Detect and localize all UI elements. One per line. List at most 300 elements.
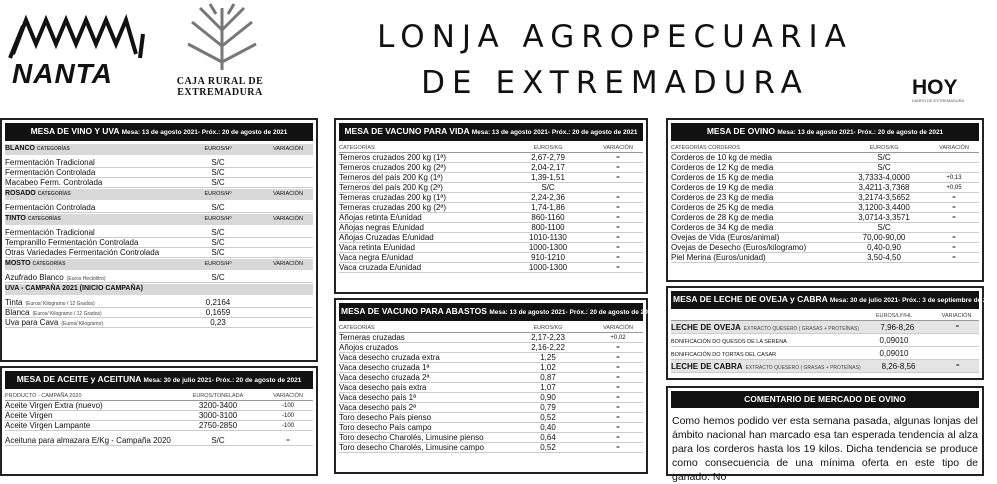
cattle-live-header [339,123,643,141]
table-row [671,173,979,183]
row-price: 0,79 [540,403,556,412]
row-name [339,223,503,232]
row-label: Vaca desecho cruzada extra [339,353,440,362]
table-row [339,193,643,203]
table-row [671,253,979,263]
table-row [339,333,643,343]
row-label: Uva para Cava [5,318,59,327]
row-name [671,203,839,212]
row-price: 1,39-1,51 [531,173,565,182]
row-name [339,163,503,172]
row-name [339,343,503,352]
row-price: 0,09010 [879,348,909,358]
row-variation: -100 [281,413,294,419]
oil-col-name: PRODUCTO - CAMPAÑA 2020 [5,393,82,399]
cattle-live-title: MESA DE VACUNO PARA VIDA [344,126,470,136]
row-price: 3000-3100 [198,411,238,420]
mosto-unit: EUROS/Hº [204,261,232,267]
row-label: Vaca desecho país 2ª [339,403,417,412]
table-row [339,343,643,353]
sheep-column-header [671,144,979,153]
row-name [339,383,503,392]
row-variation: +0,13 [946,175,962,181]
table-row [5,298,313,308]
row-note: (Euros/ Kilogramo) [61,321,104,327]
row-label: Terneros cruzados 200 kg (2ª) [339,163,447,172]
table-row [339,153,643,163]
row-price: 2,04-2,17 [531,163,565,172]
row-price: S/C [877,223,891,232]
row-variation: = [616,405,620,411]
olive-price: S/C [211,436,225,445]
cattle-live-column-header [339,144,643,153]
table-row [339,373,643,383]
caja-line-1: CAJA RURAL DE [176,76,264,87]
table-row [339,253,643,263]
row-price: 0,40-0,90 [867,243,901,252]
milk-date: Mesa: 30 de julio 2021- Próx.: 3 de septiembre de 2021 [829,297,997,304]
tinto-cat: CATEGORÍAS [27,216,61,222]
row-price: S/C [211,158,225,167]
row-name [339,403,503,412]
sheep-col-name: CATEGORÍAS CORDEROS [671,145,740,151]
row-label: Azufrado Blanco [5,273,64,282]
row-price: 70,00-90,00 [862,233,906,242]
oil-col-price: EUROS/TONELADA [192,393,244,399]
row-variation: = [616,165,620,171]
row-label: Fermentación Tradicional [5,158,95,167]
row-variation: = [616,365,620,371]
row-label: Tinta [5,298,23,307]
row-price: 0,2164 [205,298,231,307]
cattle-slaughter-col-name: CATEGORÍAS [339,325,375,331]
row-name [339,423,503,432]
sheep-title: MESA DE OVINO [706,126,775,136]
row-label: Corderos de 25 Kg de media [671,203,774,212]
comment-text: Como hemos podido ver esta semana pasada, algunas lonjas del ámbito nacional han marcado esa tan esperada tendencia al alza para los corderos hasta los 19 kilos. Dicha tendencia se produce como consecuencia de una mínima oferta en este tipo de ganado. No [672,415,978,483]
row-label: Terneros del país 200 Kg (1ª) [339,173,443,182]
row-label: Terneros del país 200 Kg (2ª) [339,183,443,192]
oil-title: MESA DE ACEITE y ACEITUNA [16,374,142,384]
row-name [671,163,839,172]
row-name [5,421,173,430]
table-row [671,163,979,173]
row-variation [263,168,313,177]
mosto-label: MOSTO [5,260,31,267]
row-price: 2,24-2,36 [531,193,565,202]
row-variation: = [616,245,620,251]
table-row [339,163,643,173]
table-row [5,238,313,248]
table-row [5,411,313,421]
tinto-label: TINTO [5,215,26,222]
sheep-date: Mesa: 13 de agosto 2021- Próx.: 20 de agosto de 2021 [777,129,944,136]
row-variation: = [952,245,956,251]
row-variation [263,273,313,282]
row-label: Toro desecho Charolés, Limusine campo [339,443,484,452]
row-price: S/C [211,238,225,247]
oil-panel [0,366,318,476]
row-label: Otras Variedades Fermentación Controlada [5,248,160,257]
row-variation: = [616,175,620,181]
row-label: Vaca desecho país extra [339,383,427,392]
row-label: LECHE DE CABRA [671,361,743,371]
row-variation [263,203,313,212]
table-row [5,273,313,283]
row-label: Añojas negras E/unidad [339,223,424,232]
comment-panel [666,386,984,483]
row-variation: = [616,435,620,441]
row-price: 0,87 [540,373,556,382]
row-name [5,158,173,167]
row-variation: = [616,415,620,421]
row-name [339,193,503,202]
row-variation: +0,05 [946,185,962,191]
row-price: 3200-3400 [198,401,238,410]
row-variation: = [952,205,956,211]
row-name [671,223,839,232]
row-price: 7,96-8,26 [880,322,915,332]
row-price: 1,25 [540,353,556,362]
cattle-slaughter-header [339,303,656,321]
wine-panel [0,118,318,362]
row-label: Corderos de 19 Kg de media [671,183,774,192]
row-name [339,153,503,162]
row-name [5,248,173,257]
row-price: 910-1210 [531,253,565,262]
row-variation [263,178,313,187]
row-price: 0,90 [540,393,556,402]
row-variation: = [616,395,620,401]
row-label: Añojas Cruzadas E/unidad [339,233,434,242]
cattle-slaughter-panel [334,298,656,474]
row-label: Vaca retinta E/unidad [339,243,415,252]
section-uva [5,284,313,295]
milk-col-var: VARIACIÓN [941,313,972,319]
table-row [5,436,313,446]
row-label: Vaca negra E/unidad [339,253,414,262]
row-variation: = [955,363,960,369]
row-price: 0,64 [540,433,556,442]
row-name [671,253,839,262]
table-row [5,308,313,318]
row-price: S/C [211,228,225,237]
row-variation: = [616,195,620,201]
row-label: Vaca cruzada E/unidad [339,263,422,272]
row-label: Corderos de 10 kg de media [671,153,772,162]
row-name [5,168,173,177]
blanco-var: VARIACIÓN [273,146,303,152]
row-variation [263,158,313,167]
row-label: Vaca desecho cruzada 2ª [339,373,430,382]
row-price: 2,67-2,79 [531,153,565,162]
row-variation: = [616,355,620,361]
wheat-icon [170,0,274,76]
milk-panel-header [671,291,997,309]
row-price: S/C [211,203,225,212]
row-label: Vaca desecho país 1ª [339,393,417,402]
section-tinto [5,214,313,225]
row-label: Ovejas de Desecho (Euros/kilogramo) [671,243,807,252]
uva-label: UVA - CAMPAÑA 2021 (INICIO CAMPAÑA) [5,285,143,292]
cattle-live-date: Mesa: 13 de agosto 2021- Próx.: 20 de agosto de 2021 [471,129,638,136]
row-label: Terneros cruzados 200 kg (1ª) [339,153,447,162]
row-label: Ovejas de Vida (Euros/animal) [671,233,780,242]
row-name [339,413,503,422]
hoy-subtitle: DIARIO DE EXTREMADURA [912,98,965,103]
row-name [671,213,839,222]
rosado-cat: CATEGORÍAS [37,191,71,197]
row-name [5,273,173,282]
row-variation: -100 [281,423,294,429]
sheep-col-price: EUROS/KG [869,145,899,151]
table-row [339,173,643,183]
row-price: S/C [211,273,225,282]
row-variation [263,308,313,317]
row-note: EXTRACTO QUESERO ( GRASAS + PROTEÍNAS) [743,325,859,332]
row-label: Toro desecho Charolés, Limusine pienso [339,433,484,442]
table-row [339,263,643,273]
row-variation [263,228,313,237]
row-name [671,243,839,252]
row-name [5,203,173,212]
table-row [671,153,979,163]
wine-panel-header [5,123,313,141]
sheep-panel [666,118,984,282]
row-label: Corderos de 15 Kg de media [671,173,774,182]
row-variation [263,248,313,257]
row-price: S/C [541,183,555,192]
row-label: Fermentación Tradicional [5,228,95,237]
row-name [671,153,839,162]
row-price: 3,2174-3,5652 [858,193,910,202]
row-label: Macabeo Ferm. Controlada [5,178,103,187]
row-label: Corderos de 23 Kg de media [671,193,774,202]
row-price: 0,09010 [879,335,909,345]
table-row [339,403,643,413]
row-label: Terneras cruzadas [339,333,405,342]
cattle-slaughter-column-header [339,324,643,333]
oil-date: Mesa: 30 de julio 2021- Próx.: 20 de agosto de 2021 [143,377,302,384]
row-label: Toro desecho País pienso [339,413,432,422]
table-row [339,243,643,253]
row-variation [593,183,643,192]
table-row [339,433,643,443]
row-variation: = [616,425,620,431]
row-label: BONIFICACIÓN DO TORTAS DEL CASAR [671,351,777,358]
cattle-slaughter-col-price: EUROS/KG [533,325,563,331]
row-price: 3,50-4,50 [867,253,901,262]
cattle-slaughter-title: MESA DE VACUNO PARA ABASTOS [341,306,487,316]
row-price: 1,74-1,86 [531,203,565,212]
row-name [339,443,503,452]
row-variation: = [616,385,620,391]
hoy-logo: HOY [912,76,958,99]
row-label: Fermentación Controlada [5,168,96,177]
row-variation [263,298,313,307]
table-row [671,193,979,203]
row-name [5,228,173,237]
row-note: (Euros Hectólitro) [66,276,106,282]
row-label: Terneras cruzadas 200 kg (1ª) [339,193,447,202]
row-price: 0,52 [540,443,556,452]
row-label: Vaca desecho cruzada 1ª [339,363,430,372]
cattle-slaughter-col-var: VARIACIÓN [603,325,633,331]
row-name [339,233,503,242]
row-name [5,401,173,410]
row-variation: = [616,345,620,351]
row-variation: = [616,375,620,381]
table-row [339,183,643,193]
table-row [5,168,313,178]
row-note: (Euros/ Kilogramo / 12 Grados) [32,311,102,317]
table-row [339,213,643,223]
row-variation: = [955,324,960,330]
row-price: 8,26-8,56 [881,361,916,371]
table-row [339,203,643,213]
row-variation: = [616,215,620,221]
row-price: S/C [877,163,891,172]
row-price: 0,40 [540,423,556,432]
row-label: Piel Merina (Euros/unidad) [671,253,766,262]
cattle-slaughter-date: Mesa: 13 de agosto 2021- Próx.: 20 de agosto de 2021 [489,309,656,316]
row-price: 3,0714-3,3571 [858,213,910,222]
row-price: 0,23 [210,318,226,327]
row-name [671,349,854,358]
row-variation [929,223,979,232]
row-name [339,263,503,272]
milk-col-unit: EUROS/Ltº/HL [875,313,913,319]
row-price: 3,4211-3,7368 [858,183,910,192]
row-label: Corderos de 28 Kg de media [671,213,774,222]
cattle-live-col-var: VARIACIÓN [603,145,633,151]
table-row [5,228,313,238]
row-label: Aceite Virgen Extra (nuevo) [5,401,103,410]
row-variation: = [616,255,620,261]
row-name [5,178,173,187]
row-name [339,243,503,252]
table-row [671,360,979,373]
tinto-unit: EUROS/Hº [204,216,232,222]
mosto-cat: CATEGORÍAS [32,261,66,267]
oil-column-header [5,392,313,401]
row-name [339,393,503,402]
row-variation: = [952,235,956,241]
row-variation [263,238,313,247]
row-variation: = [616,205,620,211]
row-variation [929,153,979,162]
table-row [5,178,313,188]
blanco-unit: EUROS/Hº [204,146,232,152]
nanta-logo [8,14,148,94]
row-name [339,213,503,222]
row-variation: = [616,155,620,161]
row-name [5,238,173,247]
row-price: 1,07 [540,383,556,392]
row-name [339,183,503,192]
row-variation [263,318,313,327]
olive-name: Aceituna para almazara E/Kg - Campaña 2020 [5,436,171,445]
row-name [339,433,503,442]
row-name [339,173,503,182]
row-name [5,298,173,307]
row-name [339,333,503,342]
row-price: 2750-2850 [198,421,238,430]
row-name [671,323,859,332]
row-price: S/C [211,248,225,257]
row-variation [929,163,979,172]
row-label: Fermentación Controlada [5,203,96,212]
milk-title: MESA DE LECHE DE OVEJA y CABRA [673,294,828,304]
row-variation: +0,02 [610,335,626,341]
table-row [671,213,979,223]
table-row [671,321,979,334]
table-row [339,393,643,403]
row-name [671,173,839,182]
row-label: Corderos de 34 Kg de media [671,223,774,232]
row-price: 1000-1300 [528,263,568,272]
row-name [339,373,503,382]
row-name [5,318,173,327]
table-row [671,223,979,233]
row-price: 800-1100 [531,223,565,232]
cattle-live-col-price: EUROS/KG [533,145,563,151]
row-variation: = [616,265,620,271]
table-row [671,233,979,243]
caja-line-2: EXTREMADURA [177,87,263,98]
nanta-wordmark: NANTA [12,58,113,89]
sheep-col-var: VARIACIÓN [939,145,969,151]
table-row [339,233,643,243]
row-name [5,308,173,317]
wine-title: MESA DE VINO Y UVA [30,126,120,136]
row-label: Añojos cruzados [339,343,399,352]
row-name [671,193,839,202]
table-row [339,223,643,233]
table-row [5,248,313,258]
row-price: S/C [877,153,891,162]
table-row [5,421,313,431]
section-blanco [5,144,313,155]
table-row [5,401,313,411]
cattle-live-col-name: CATEGORÍAS [339,145,375,151]
sheep-panel-header [671,123,979,141]
row-price: S/C [211,168,225,177]
row-name [671,233,839,242]
table-row [5,158,313,168]
cattle-live-panel [334,118,648,294]
table-row [339,423,643,433]
row-price: 860-1160 [531,213,565,222]
table-row [339,353,643,363]
oil-panel-header [5,371,313,389]
row-name [339,253,503,262]
row-variation: = [952,255,956,261]
row-label: Toro desecho País campo [339,423,432,432]
row-price: 1000-1300 [528,243,568,252]
row-variation: = [616,445,620,451]
comment-header: COMENTARIO DE MERCADO DE OVINO [671,391,979,408]
row-name [5,411,173,420]
table-row [671,347,979,360]
wine-date: Mesa: 13 de agosto 2021- Próx.: 20 de agosto de 2021 [121,129,288,136]
section-mosto [5,259,313,270]
row-price: 0,1659 [205,308,231,317]
row-label: Tempranillo Fermentación Controlada [5,238,139,247]
row-name [671,362,861,371]
row-variation: = [952,195,956,201]
row-label: LECHE DE OVEJA [671,322,741,332]
